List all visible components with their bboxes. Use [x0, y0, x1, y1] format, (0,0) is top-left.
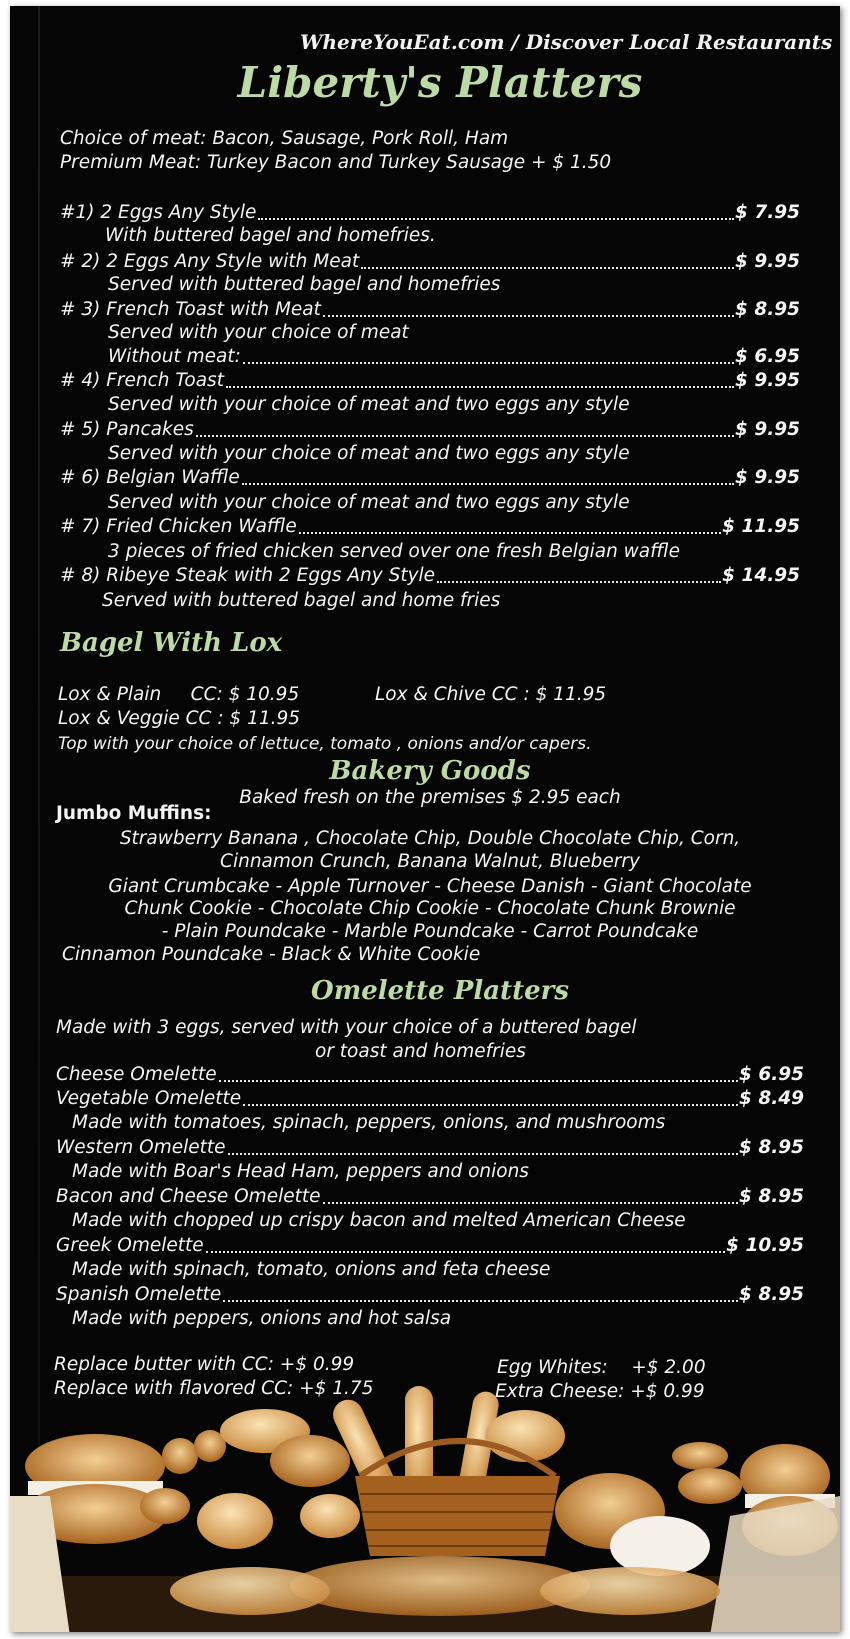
item-price: $ 9.95 — [735, 467, 800, 488]
item-price: $ 10.95 — [726, 1235, 804, 1256]
lox-plain: Lox & Plain CC: $ 10.95 — [58, 684, 300, 705]
extra-flavored-cc: Replace with flavored CC: +$ 1.75 — [54, 1378, 374, 1399]
extra-butter-cc: Replace butter with CC: +$ 0.99 — [54, 1354, 355, 1375]
item-name: Greek Omelette — [56, 1235, 204, 1256]
item-desc: Served with your choice of meat and two eggs any style — [108, 443, 630, 464]
item-price: $ 9.95 — [735, 251, 800, 272]
item-desc: Made with Boar's Head Ham, peppers and onions — [72, 1161, 529, 1182]
item-desc: With buttered bagel and homefries. — [105, 225, 436, 246]
item-desc: Served with your choice of meat and two eggs any style — [108, 492, 630, 513]
item-name: # 5) Pancakes — [60, 419, 194, 440]
platter-item-3-without-meat — [108, 344, 800, 368]
omelette-item-vegetable — [56, 1086, 804, 1110]
item-name: # 3) French Toast with Meat — [60, 299, 321, 320]
item-price: $ 9.95 — [735, 370, 800, 391]
lox-chive: Lox & Chive CC : $ 11.95 — [375, 684, 607, 705]
lox-note: Top with your choice of lettuce, tomato , onions and/or capers. — [58, 734, 592, 754]
item-desc: Served with buttered bagel and homefries — [108, 274, 501, 295]
goods-line-4: Cinnamon Poundcake - Black & White Cookie — [62, 944, 481, 965]
platter-item-1 — [60, 200, 800, 224]
goods-line-2: Chunk Cookie - Chocolate Chip Cookie - Chocolate Chunk Brownie — [124, 898, 736, 919]
item-name: Spanish Omelette — [56, 1284, 222, 1305]
omelette-item-western — [56, 1135, 804, 1159]
item-desc: Made with tomatoes, spinach, peppers, onions, and mushrooms — [72, 1112, 666, 1133]
item-name: Western Omelette — [56, 1137, 226, 1158]
extra-cheese: Extra Cheese: +$ 0.99 — [495, 1381, 705, 1402]
item-name: Without meat: — [108, 346, 241, 367]
muffins-label: Jumbo Muffins: — [56, 803, 212, 824]
lox-title: Bagel With Lox — [60, 628, 283, 658]
omelette-item-cheese — [56, 1062, 804, 1086]
item-price: $ 9.95 — [735, 419, 800, 440]
item-name: # 2) 2 Eggs Any Style with Meat — [60, 251, 360, 272]
item-desc: Made with chopped up crispy bacon and melted American Cheese — [72, 1210, 686, 1231]
item-price: $ 8.95 — [739, 1186, 804, 1207]
item-name: Cheese Omelette — [56, 1064, 217, 1085]
menu-page — [10, 6, 840, 1632]
platter-item-3 — [60, 297, 800, 321]
platter-item-5 — [60, 417, 800, 441]
item-price: $ 7.95 — [735, 202, 800, 223]
goods-line-1: Giant Crumbcake - Apple Turnover - Cheese Danish - Giant Chocolate — [108, 876, 752, 897]
platters-title: Liberty's Platters — [237, 58, 643, 107]
item-price: $ 14.95 — [722, 565, 800, 586]
item-price: $ 6.95 — [739, 1064, 804, 1085]
platter-item-7 — [60, 514, 800, 538]
meat-choice: Choice of meat: Bacon, Sausage, Pork Roll, Ham — [60, 128, 509, 149]
bakery-note: Baked fresh on the premises $ 2.95 each — [239, 787, 621, 808]
item-desc: Served with your choice of meat and two eggs any style — [108, 394, 630, 415]
omelettes-intro-1: Made with 3 eggs, served with your choice of a buttered bagel — [56, 1017, 637, 1038]
item-name: Bacon and Cheese Omelette — [56, 1186, 321, 1207]
omelette-item-spanish — [56, 1282, 804, 1306]
item-name: # 8) Ribeye Steak with 2 Eggs Any Style — [60, 565, 436, 586]
bread-basket-image — [10, 1386, 840, 1632]
item-price: $ 8.95 — [735, 299, 800, 320]
muffins-line-1: Strawberry Banana , Chocolate Chip, Double Chocolate Chip, Corn, — [119, 828, 741, 849]
premium-meat: Premium Meat: Turkey Bacon and Turkey Sausage + $ 1.50 — [60, 152, 612, 173]
item-desc: Made with spinach, tomato, onions and feta cheese — [72, 1259, 551, 1280]
item-price: $ 8.95 — [739, 1284, 804, 1305]
item-price: $ 8.95 — [739, 1137, 804, 1158]
item-desc: 3 pieces of fried chicken served over one fresh Belgian waffle — [108, 541, 681, 562]
item-name: # 4) French Toast — [60, 370, 224, 391]
item-price: $ 6.95 — [735, 346, 800, 367]
platter-item-4 — [60, 368, 800, 392]
goods-line-3: - Plain Poundcake - Marble Poundcake - Carrot Poundcake — [161, 921, 699, 942]
item-desc: Made with peppers, onions and hot salsa — [72, 1308, 452, 1329]
extra-egg-whites: Egg Whites: +$ 2.00 — [497, 1357, 706, 1378]
omelette-item-greek — [56, 1233, 804, 1257]
platter-item-2 — [60, 249, 800, 273]
item-price: $ 11.95 — [722, 516, 800, 537]
item-name: Vegetable Omelette — [56, 1088, 242, 1109]
omelettes-intro-2: or toast and homefries — [315, 1041, 526, 1062]
platter-item-6 — [60, 465, 800, 489]
item-desc: Served with your choice of meat — [108, 322, 409, 343]
bakery-title: Bakery Goods — [329, 756, 531, 786]
omelettes-title: Omelette Platters — [311, 976, 569, 1006]
item-price: $ 8.49 — [739, 1088, 804, 1109]
item-desc: Served with buttered bagel and home fries — [102, 590, 501, 611]
omelette-item-bacon-cheese — [56, 1184, 804, 1208]
item-name: # 7) Fried Chicken Waffle — [60, 516, 297, 537]
item-name: #1) 2 Eggs Any Style — [60, 202, 257, 223]
watermark[interactable]: WhereYouEat.com / Discover Local Restaurants — [300, 30, 833, 54]
platter-item-8 — [60, 563, 800, 587]
lox-veggie: Lox & Veggie CC : $ 11.95 — [58, 708, 301, 729]
item-name: # 6) Belgian Waffle — [60, 467, 240, 488]
muffins-line-2: Cinnamon Crunch, Banana Walnut, Blueberry — [220, 851, 640, 872]
